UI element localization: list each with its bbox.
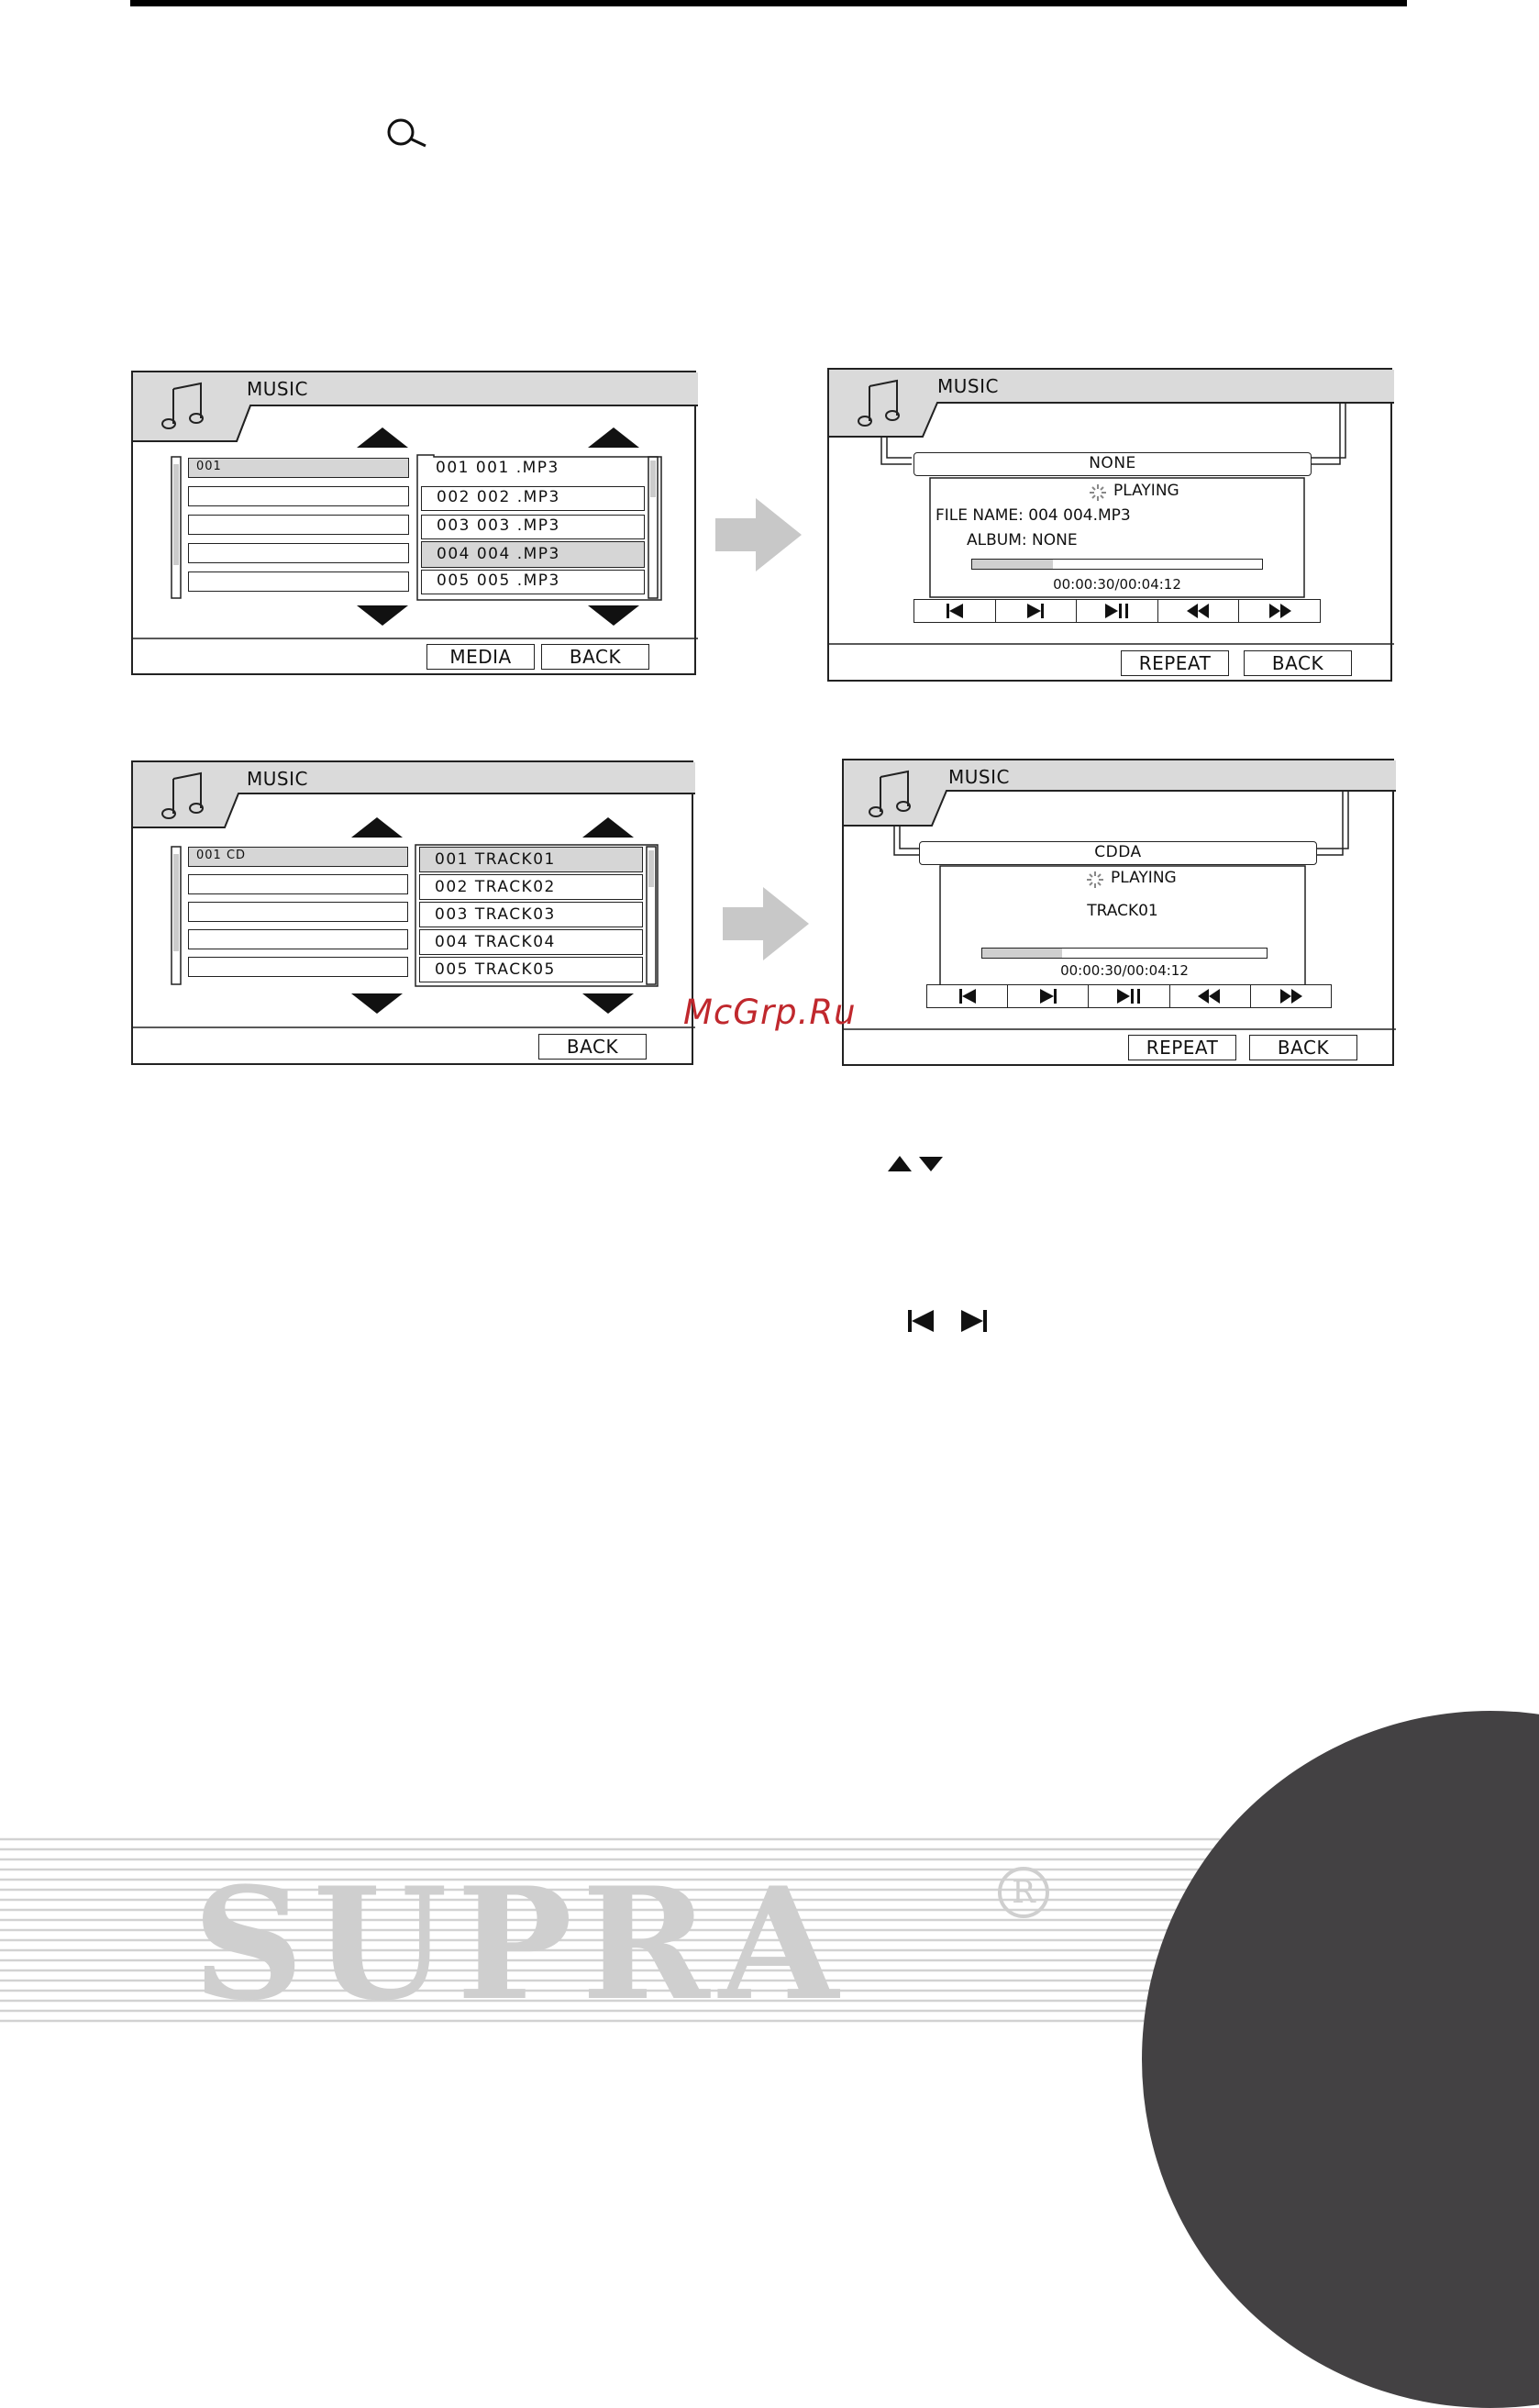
folder-row[interactable]: [188, 486, 409, 506]
track-name: TRACK01: [1087, 902, 1158, 920]
transport-controls: [926, 984, 1332, 1008]
play-pause-button[interactable]: [1076, 600, 1157, 622]
back-button[interactable]: BACK: [1244, 650, 1352, 676]
back-button[interactable]: BACK: [538, 1034, 647, 1060]
scroll-up-arrow-icon[interactable]: [588, 427, 639, 448]
scroll-down-arrow-icon[interactable]: [351, 993, 403, 1014]
next-track-button[interactable]: [1007, 985, 1088, 1007]
status-text: PLAYING: [1111, 869, 1177, 887]
scroll-down-arrow-icon[interactable]: [588, 605, 639, 626]
folder-row[interactable]: [188, 902, 408, 922]
scroll-up-arrow-icon[interactable]: [582, 817, 634, 838]
music-browser-cd: [131, 760, 693, 1065]
folder-row[interactable]: [188, 957, 408, 977]
album-name: ALBUM: NONE: [967, 531, 1078, 549]
screen-title: MUSIC: [937, 375, 999, 397]
loading-spinner-icon: [1086, 871, 1104, 889]
file-row[interactable]: 001 001 .MP3: [421, 458, 645, 483]
rewind-button[interactable]: [1157, 600, 1239, 622]
scroll-down-arrow-icon[interactable]: [357, 605, 408, 626]
folder-row[interactable]: [188, 515, 409, 535]
folder-row[interactable]: 001 CD: [188, 847, 408, 867]
file-row[interactable]: 003 003 .MP3: [421, 515, 645, 539]
time-display: 00:00:30/00:04:12: [1053, 576, 1181, 593]
brand-logo: SUPRA: [193, 1853, 848, 2035]
top-rule: [130, 0, 1407, 6]
music-browser-mp3: [131, 371, 696, 675]
transport-controls: [913, 599, 1321, 623]
progress-bar[interactable]: [981, 948, 1268, 959]
time-display: 00:00:30/00:04:12: [1060, 962, 1189, 979]
registered-mark-icon: R: [998, 1867, 1049, 1918]
watermark-text: McGrp.Ru: [683, 993, 857, 1032]
screen-title: MUSIC: [247, 378, 308, 400]
music-note-icon: [857, 377, 904, 430]
play-pause-button[interactable]: [1088, 985, 1168, 1007]
next-icon: [1038, 989, 1058, 1004]
track-row[interactable]: 005 TRACK05: [419, 957, 643, 982]
music-note-icon: [868, 768, 915, 821]
back-button[interactable]: BACK: [1249, 1035, 1357, 1060]
folder-row[interactable]: 001: [188, 458, 409, 478]
screen-title: MUSIC: [948, 766, 1010, 788]
scroll-down-arrow-icon[interactable]: [582, 993, 634, 1014]
search-icon: [385, 117, 429, 153]
loading-spinner-icon: [1089, 483, 1107, 502]
up-down-arrows-icon: [888, 1156, 945, 1172]
folder-row[interactable]: [188, 929, 408, 949]
folder-row[interactable]: [188, 571, 409, 592]
next-step-arrow-icon: [723, 887, 809, 960]
folder-row[interactable]: [188, 874, 408, 894]
page-corner-circle: [1142, 1711, 1539, 2408]
next-track-button[interactable]: [995, 600, 1077, 622]
previous-track-button[interactable]: [927, 985, 1007, 1007]
track-row-selected[interactable]: 001 TRACK01: [419, 847, 643, 872]
track-row[interactable]: 003 TRACK03: [419, 902, 643, 927]
music-player-mp3: [827, 368, 1392, 682]
status-text: PLAYING: [1113, 482, 1179, 500]
rewind-icon: [1198, 989, 1222, 1004]
file-row[interactable]: 002 002 .MP3: [421, 486, 645, 511]
play-pause-icon: [1103, 604, 1131, 618]
back-button[interactable]: BACK: [541, 644, 649, 670]
scroll-up-arrow-icon[interactable]: [351, 817, 403, 838]
source-label: CDDA: [919, 841, 1317, 865]
fast-forward-icon: [1279, 989, 1302, 1004]
screen-title: MUSIC: [247, 768, 308, 790]
track-row[interactable]: 004 TRACK04: [419, 929, 643, 955]
fast-forward-button[interactable]: [1238, 600, 1320, 622]
next-step-arrow-icon: [715, 498, 802, 571]
music-note-icon: [161, 770, 208, 823]
play-pause-icon: [1115, 989, 1143, 1004]
repeat-button[interactable]: REPEAT: [1128, 1035, 1236, 1060]
music-player-cd: [842, 759, 1394, 1066]
folder-row[interactable]: [188, 543, 409, 563]
music-note-icon: [161, 380, 208, 433]
fast-forward-button[interactable]: [1250, 985, 1331, 1007]
file-row-selected[interactable]: 004 004 .MP3: [421, 541, 645, 568]
previous-track-button[interactable]: [914, 600, 995, 622]
scroll-up-arrow-icon[interactable]: [357, 427, 408, 448]
file-name: FILE NAME: 004 004.MP3: [936, 506, 1131, 525]
file-row[interactable]: 005 005 .MP3: [421, 570, 645, 594]
media-button[interactable]: MEDIA: [426, 644, 535, 670]
progress-bar[interactable]: [971, 559, 1263, 570]
previous-icon: [945, 604, 965, 618]
track-row[interactable]: 002 TRACK02: [419, 874, 643, 900]
prev-next-icon: [906, 1309, 991, 1333]
fast-forward-icon: [1268, 604, 1291, 618]
repeat-button[interactable]: REPEAT: [1121, 650, 1229, 676]
source-label: NONE: [913, 452, 1312, 476]
rewind-icon: [1187, 604, 1211, 618]
previous-icon: [958, 989, 978, 1004]
rewind-button[interactable]: [1169, 985, 1250, 1007]
next-icon: [1025, 604, 1046, 618]
